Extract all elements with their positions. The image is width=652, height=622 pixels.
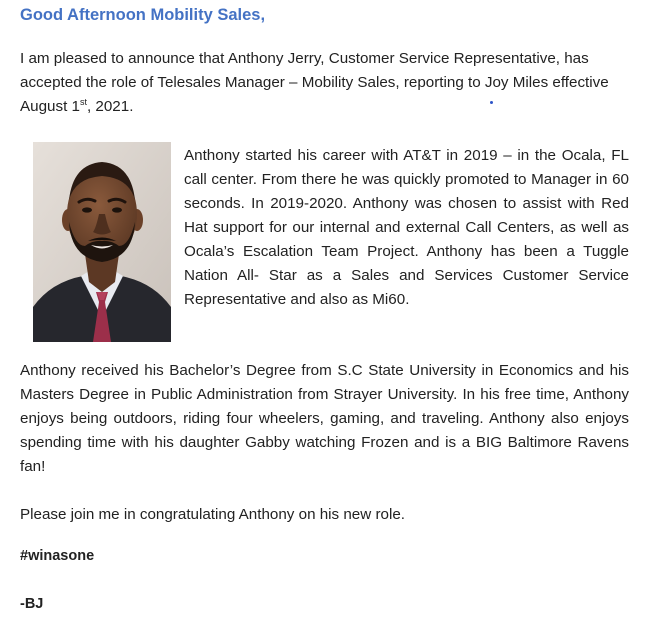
- profile-photo: [33, 142, 171, 342]
- stray-mark: [490, 101, 493, 104]
- intro-year-text: , 2021.: [86, 98, 134, 115]
- education-paragraph: Anthony received his Bachelor’s Degree from S.C State University in Economics and his Masters Degree in Public Administration from Strayer University. In his free time, Anthony enjoys being outdoors, riding four wheelers, gaming, and traveling. Anthony also enjoys spending time with his daughter Gabby watching Frozen and is a BIG Baltimore Ravens fan!: [20, 362, 629, 475]
- date-ordinal-suffix: st: [79, 97, 87, 107]
- signature: -BJ: [20, 596, 44, 612]
- hashtag: #winasone: [20, 548, 95, 564]
- intro-paragraph: [20, 47, 620, 119]
- greeting-heading: Good Afternoon Mobility Sales,: [20, 6, 266, 24]
- intro-text: I am pleased to announce that Anthony Jerry, Customer Service Representative, has accepted the role of Telesales Manager – Mobility Sales, reporting to Joy Miles effective August 1: [20, 50, 609, 115]
- bio-paragraph: Anthony started his career with AT&T in 2019 – in the Ocala, FL call center. From there he was quickly promoted to Manager in 60 seconds. In 2019-2020. Anthony was chosen to assist with Red Hat support for our internal and external Call Centers, as well as Ocala’s Escalation Team Project. Anthony has been a Tuggle Nation All- Star as a Sales and Services Customer Service Representative and also as Mi60.: [184, 147, 629, 308]
- closing-paragraph: Please join me in congratulating Anthony on his new role.: [20, 506, 405, 523]
